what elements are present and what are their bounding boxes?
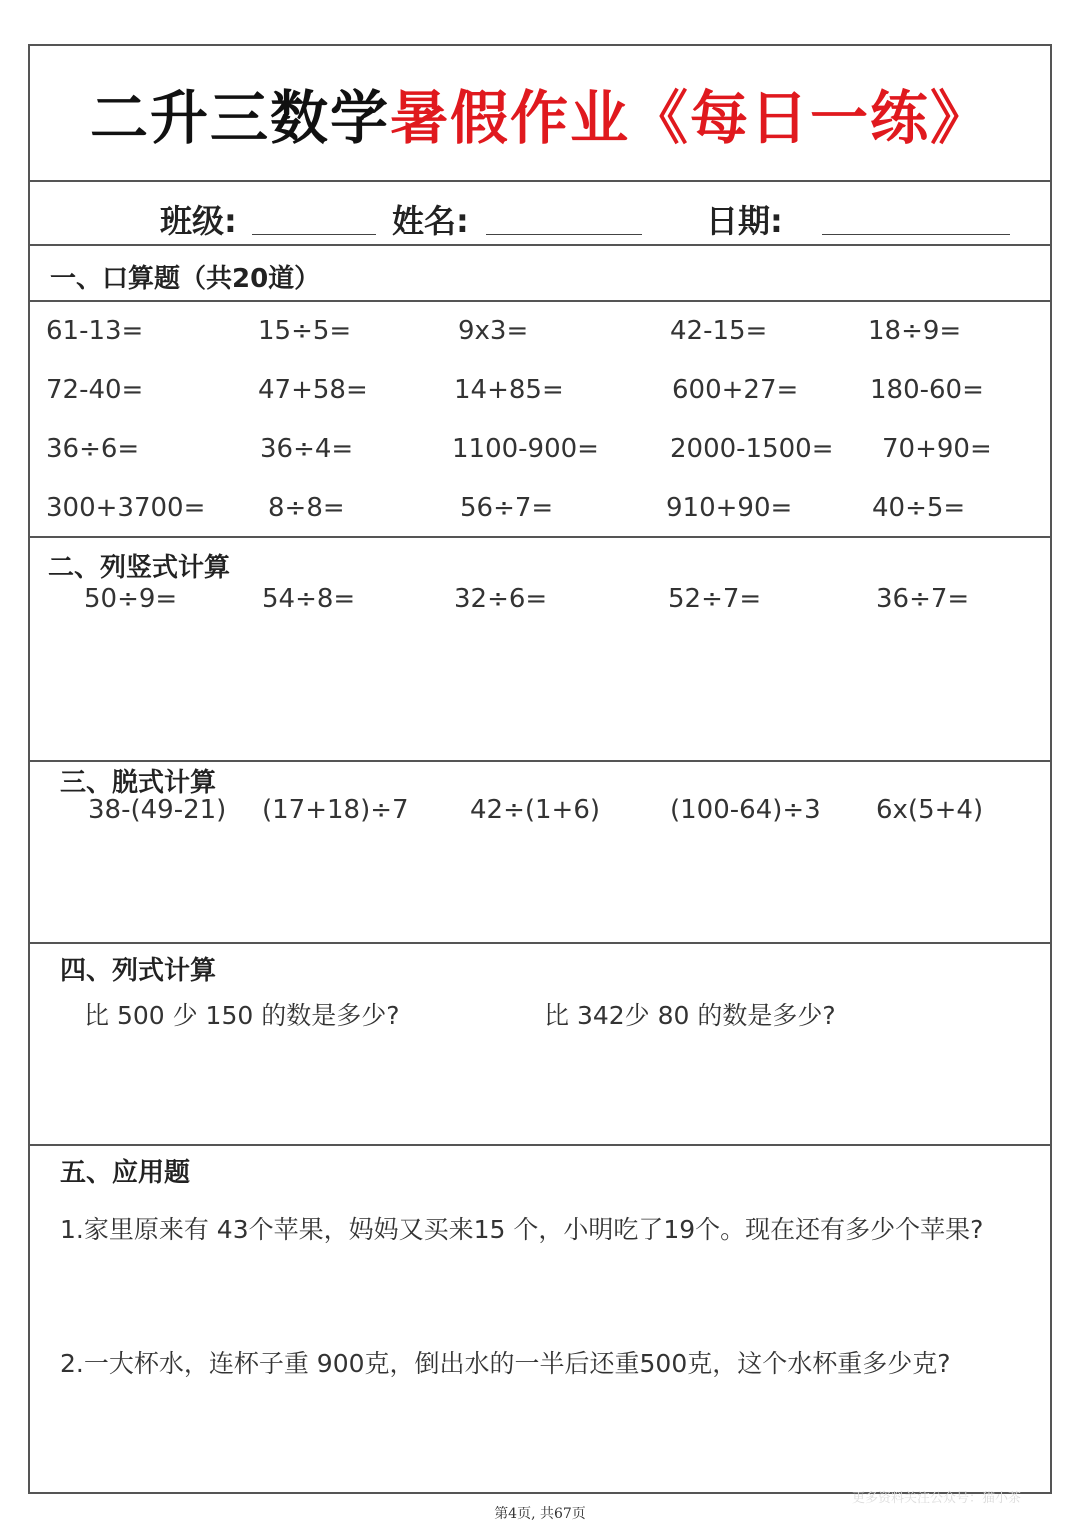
section1-heading: 一、口算题（共20道） [50, 264, 321, 294]
vertical-calc-problem: 54÷8= [262, 584, 356, 614]
title-grade: 二升三数学 [89, 84, 390, 152]
step-calc-problem: (100-64)÷3 [670, 795, 821, 825]
equation-problem: 比 500 少 150 的数是多少? [84, 1001, 400, 1030]
oral-problem: 40÷5= [872, 493, 966, 523]
equation-problem: 比 342少 80 的数是多少? [544, 1001, 836, 1030]
oral-problem: 1100-900= [452, 434, 599, 464]
oral-problem: 8÷8= [268, 493, 345, 523]
oral-problem: 9x3= [458, 316, 529, 346]
word-problem-1: 1.家里原来有 43个苹果，妈妈又买来15 个，小明吃了19个。现在还有多少个苹果? [60, 1215, 984, 1244]
vertical-calc-problem: 50÷9= [84, 584, 178, 614]
page-title [90, 71, 990, 155]
oral-problem: 600+27= [672, 375, 799, 405]
step-calc-problem: (17+18)÷7 [262, 795, 409, 825]
oral-problem: 2000-1500= [670, 434, 834, 464]
oral-problem: 18÷9= [868, 316, 962, 346]
vertical-calc-problem: 36÷7= [876, 584, 970, 614]
student-info-row [30, 182, 1050, 246]
oral-problem: 15÷5= [258, 316, 352, 346]
title-subject: 暑假作业《每日一练》 [390, 84, 991, 152]
oral-problem: 14+85= [454, 375, 564, 405]
oral-problem: 36÷4= [260, 434, 354, 464]
section3-heading: 三、脱式计算 [60, 768, 217, 798]
name-label: 姓名: [392, 202, 469, 240]
date-blank[interactable] [822, 234, 1010, 235]
name-blank[interactable] [486, 234, 642, 235]
word-problem-2: 2.一大杯水，连杯子重 900克，倒出水的一半后还重500克，这个水杯重多少克? [60, 1349, 951, 1378]
section5-divider [30, 1144, 1050, 1146]
oral-problem: 36÷6= [46, 434, 140, 464]
section5-heading: 五、应用题 [60, 1158, 191, 1188]
worksheet [28, 44, 1052, 1494]
oral-problem: 47+58= [258, 375, 368, 405]
oral-problem: 56÷7= [460, 493, 554, 523]
title-row [30, 46, 1050, 182]
oral-problem: 61-13= [46, 316, 144, 346]
vertical-calc-problem: 52÷7= [668, 584, 762, 614]
section2-divider [30, 536, 1050, 538]
step-calc-problem: 42÷(1+6) [470, 795, 601, 825]
step-calc-problem: 6x(5+4) [876, 795, 984, 825]
step-calc-problem: 38-(49-21) [88, 795, 227, 825]
date-label: 日期: [706, 202, 783, 240]
oral-problem: 72-40= [46, 375, 144, 405]
oral-problem: 910+90= [666, 493, 793, 523]
section1-divider [30, 300, 1050, 302]
class-blank[interactable] [252, 234, 376, 235]
oral-problem: 300+3700= [46, 493, 206, 523]
section4-heading: 四、列式计算 [60, 956, 217, 986]
watermark: 更多资料关注公众号：猫小茶 [852, 1491, 1022, 1506]
oral-problem: 180-60= [870, 375, 984, 405]
section2-heading: 二、列竖式计算 [48, 553, 231, 583]
vertical-calc-problem: 32÷6= [454, 584, 548, 614]
oral-problem: 42-15= [670, 316, 768, 346]
class-label: 班级: [160, 202, 237, 240]
oral-problem: 70+90= [882, 434, 992, 464]
section4-divider [30, 942, 1050, 944]
page-footer: 第4页, 共67页 [494, 1506, 586, 1522]
